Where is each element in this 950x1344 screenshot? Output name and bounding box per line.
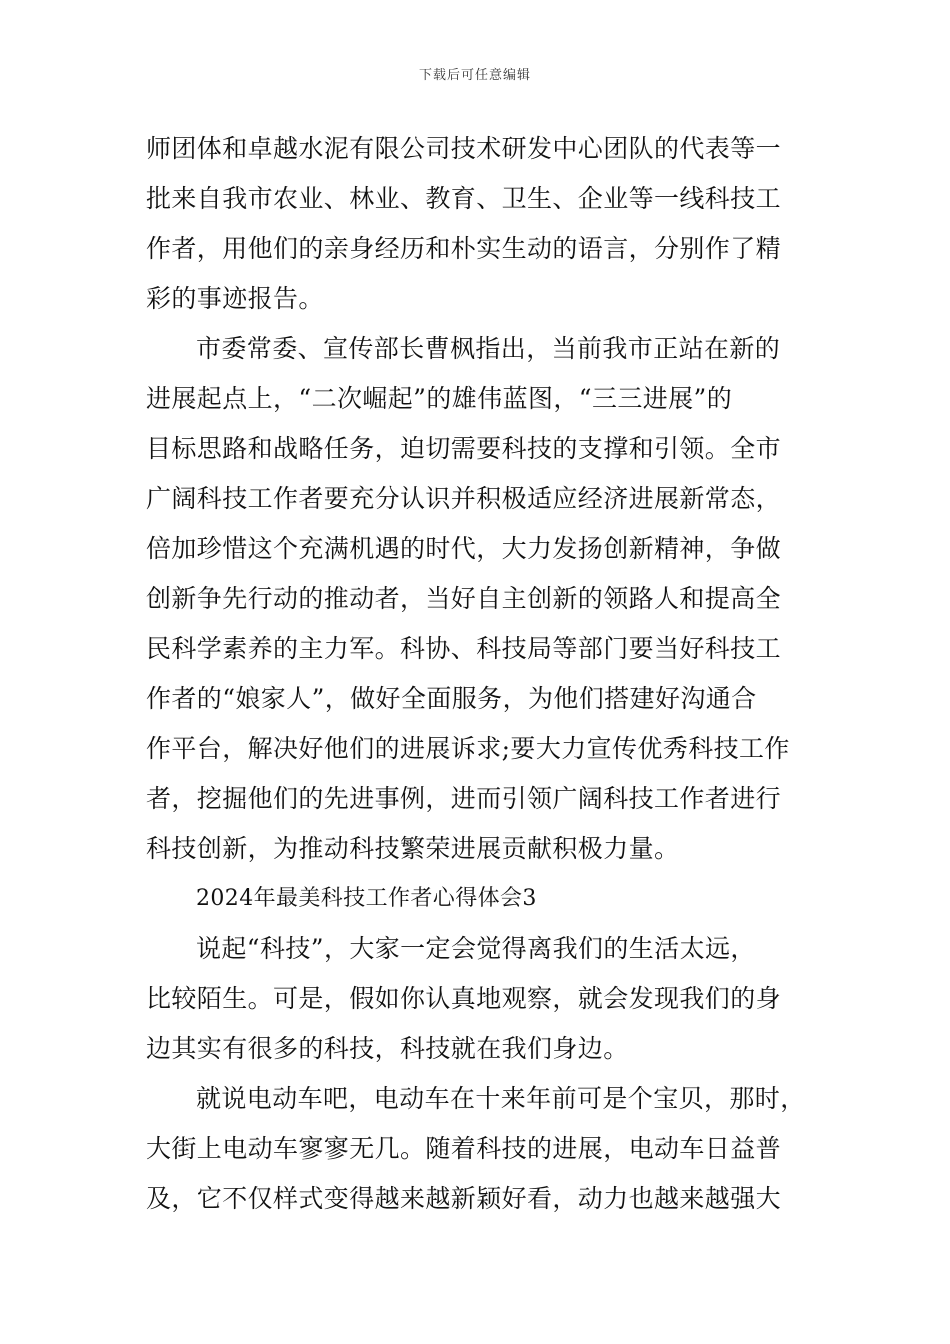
text-line: 民科学素养的主力军。科协、科技局等部门要当好科技工 bbox=[146, 634, 782, 663]
page-header: 下载后可任意编辑 bbox=[418, 68, 531, 83]
text-line: 批来自我市农业、林业、教育、卫生、企业等一线科技工 bbox=[146, 184, 782, 213]
text-line: 彩的事迹报告。 bbox=[146, 284, 324, 313]
text-line: 比较陌生。可是，假如你认真地观察，就会发现我们的身 bbox=[146, 984, 782, 1013]
paragraph-start-line: 就说电动车吧，电动车在十来年前可是个宝贝，那时， bbox=[196, 1084, 806, 1113]
text-line: 者，挖掘他们的先进事例，进而引领广阔科技工作者进行 bbox=[146, 784, 782, 813]
text-line: 创新争先行动的推动者，当好自主创新的领路人和提高全 bbox=[146, 584, 782, 613]
text-line: 科技创新，为推动科技繁荣进展贡献积极力量。 bbox=[146, 834, 680, 863]
paragraph-start-line: 市委常委、宣传部长曹枫指出，当前我市正站在新的 bbox=[196, 334, 781, 363]
text-line: 目标思路和战略任务，迫切需要科技的支撑和引领。全市 bbox=[146, 434, 782, 463]
text-line: 及，它不仅样式变得越来越新颖好看，动力也越来越强大 bbox=[146, 1184, 782, 1213]
text-line: 边其实有很多的科技，科技就在我们身边。 bbox=[146, 1034, 629, 1063]
text-line: 大街上电动车寥寥无几。随着科技的进展，电动车日益普 bbox=[146, 1134, 782, 1163]
text-line: 作者，用他们的亲身经历和朴实生动的语言，分别作了精 bbox=[146, 234, 782, 263]
document-body bbox=[146, 124, 810, 1224]
text-line: 倍加珍惜这个充满机遇的时代，大力发扬创新精神，争做 bbox=[146, 534, 782, 563]
section-heading: 2024年最美科技工作者心得体会3 bbox=[196, 886, 537, 911]
text-line: 作者的“娘家人”，做好全面服务，为他们搭建好沟通合 bbox=[146, 684, 757, 713]
paragraph-start-line: 说起“科技”，大家一定会觉得离我们的生活太远， bbox=[196, 934, 756, 963]
text-line: 作平台，解决好他们的进展诉求;要大力宣传优秀科技工作 bbox=[146, 734, 790, 763]
text-line: 师团体和卓越水泥有限公司技术研发中心团队的代表等一 bbox=[146, 134, 782, 163]
text-line: 进展起点上，“二次崛起”的雄伟蓝图，“三三进展”的 bbox=[146, 384, 733, 413]
text-line: 广阔科技工作者要充分认识并积极适应经济进展新常态， bbox=[146, 484, 782, 513]
